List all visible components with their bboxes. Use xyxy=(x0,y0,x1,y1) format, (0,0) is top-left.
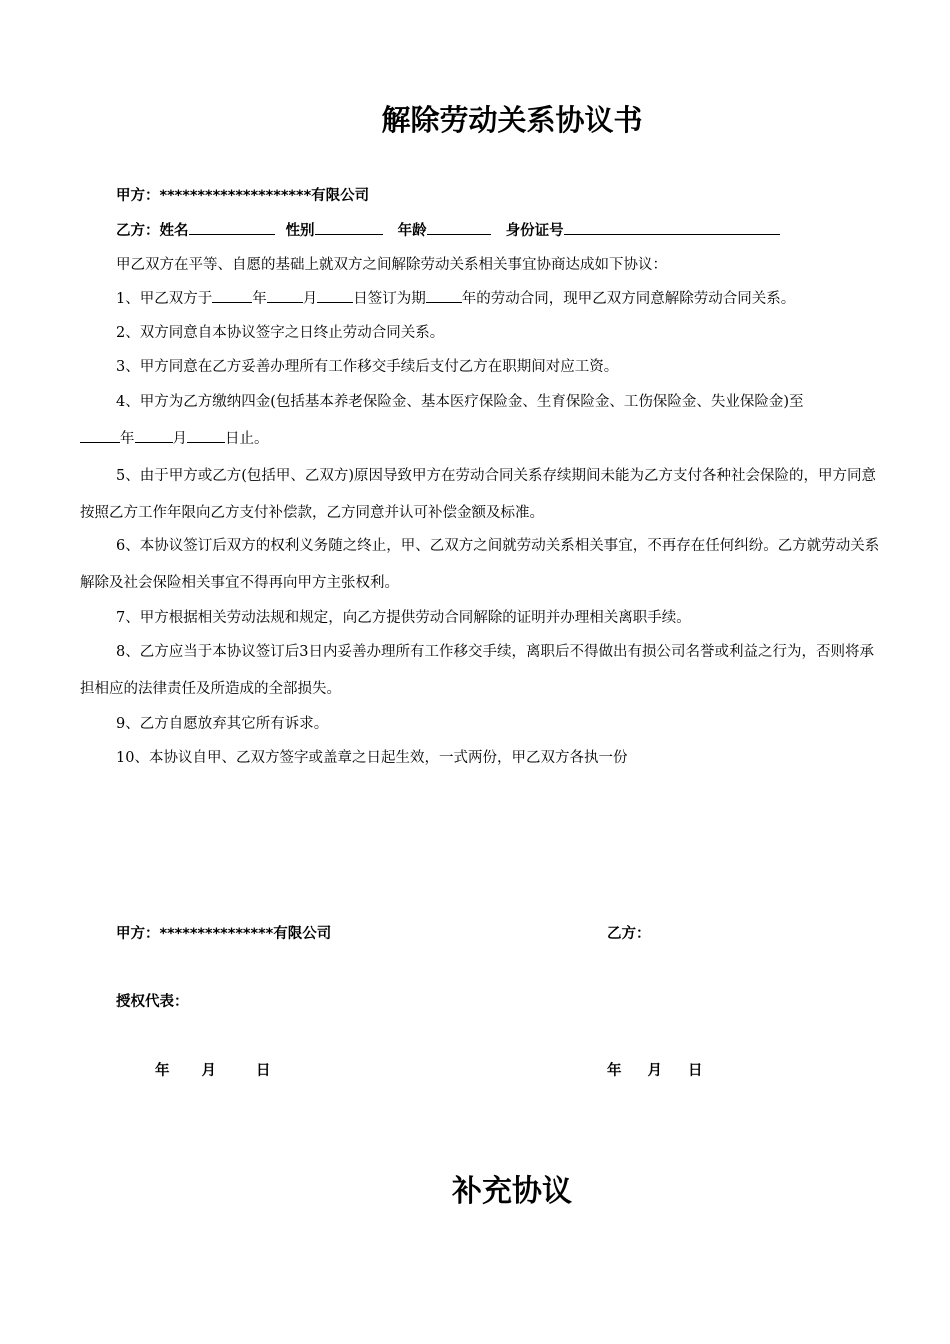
clause-8: 8、乙方应当于本协议签订后3日内妥善办理所有工作移交手续，离职后不得做出有损公司名誉或利益之行为，否则将承担相应的法律责任及所造成的全部损失。 xyxy=(80,644,874,697)
clause-3: 3、甲方同意在乙方妥善办理所有工作移交手续后支付乙方在职期间对应工资。 xyxy=(116,359,619,375)
clause-1-year-blank xyxy=(212,288,252,303)
party-b-date-month: 月 xyxy=(647,1063,662,1079)
name-blank xyxy=(189,220,275,235)
clause-1-day-blank xyxy=(317,288,353,303)
gender-blank xyxy=(315,220,383,235)
clause-6: 6、本协议签订后双方的权利义务随之终止，甲、乙双方之间就劳动关系相关事宜，不再存在任何纠纷。乙方就劳动关系解除及社会保险相关事宜不得再向甲方主张权利。 xyxy=(80,538,880,591)
party-b-date-day: 日 xyxy=(688,1063,703,1079)
party-b-label: 乙方： xyxy=(116,223,160,239)
clause-4-year: 年 xyxy=(120,431,135,447)
age-label: 年龄 xyxy=(397,223,427,239)
signature-party-a: 甲方：***************有限公司 xyxy=(116,926,332,942)
supplement-title: 补充协议 xyxy=(452,1174,572,1209)
clause-9: 9、乙方自愿放弃其它所有诉求。 xyxy=(116,716,329,732)
clause-5: 5、由于甲方或乙方(包括甲、乙双方)原因导致甲方在劳动合同关系存续期间未能为乙方支付各种社会保险的，甲方同意按照乙方工作年限向乙方支付补偿款，乙方同意并认可补偿金额及标准。 xyxy=(80,468,877,521)
party-b-date-year: 年 xyxy=(607,1063,622,1079)
clause-1-day: 日签订为期 xyxy=(353,291,426,307)
authorized-rep: 授权代表： xyxy=(116,994,189,1010)
party-b-date xyxy=(607,1059,703,1080)
clause-2: 2、双方同意自本协议签字之日终止劳动合同关系。 xyxy=(116,325,445,341)
clause-1 xyxy=(116,281,795,318)
clause-4-day: 日止。 xyxy=(225,431,269,447)
clause-4-date xyxy=(80,421,269,458)
page-title: 解除劳动关系协议书 xyxy=(381,103,643,137)
clause-4-month-blank xyxy=(135,428,173,443)
clause-1-term-blank xyxy=(426,288,462,303)
signature-party-b: 乙方： xyxy=(607,926,651,942)
party-a-line: 甲方：********************有限公司 xyxy=(116,188,370,204)
clause-4-month: 月 xyxy=(172,431,187,447)
clause-1-suffix: 年的劳动合同，现甲乙双方同意解除劳动合同关系。 xyxy=(461,291,796,307)
clause-4-year-blank xyxy=(80,428,120,443)
party-b-line xyxy=(116,219,780,240)
name-label: 姓名 xyxy=(159,223,189,239)
party-a-date xyxy=(155,1059,271,1080)
clause-10: 10、本协议自甲、乙双方签字或盖章之日起生效，一式两份，甲乙双方各执一份 xyxy=(116,750,628,766)
clause-7: 7、甲方根据相关劳动法规和规定，向乙方提供劳动合同解除的证明并办理相关离职手续。 xyxy=(116,610,691,626)
clause-1-prefix: 1、甲乙双方于 xyxy=(116,291,213,307)
clause-1-year: 年 xyxy=(252,291,267,307)
party-a-date-year: 年 xyxy=(155,1063,170,1079)
gender-label: 性别 xyxy=(285,223,315,239)
id-label: 身份证号 xyxy=(505,223,564,239)
clause-4-day-blank xyxy=(187,428,225,443)
clause-1-month: 月 xyxy=(302,291,318,307)
clause-4: 4、甲方为乙方缴纳四金(包括基本养老保险金、基本医疗保险金、生育保险金、工伤保险金、失业保险金)至 xyxy=(116,394,804,410)
party-a-date-month: 月 xyxy=(201,1063,216,1079)
clause-1-month-blank xyxy=(267,288,303,303)
party-a-date-day: 日 xyxy=(256,1063,271,1079)
id-blank xyxy=(564,220,780,235)
age-blank xyxy=(427,220,491,235)
intro-text: 甲乙双方在平等、自愿的基础上就双方之间解除劳动关系相关事宜协商达成如下协议： xyxy=(116,257,667,273)
